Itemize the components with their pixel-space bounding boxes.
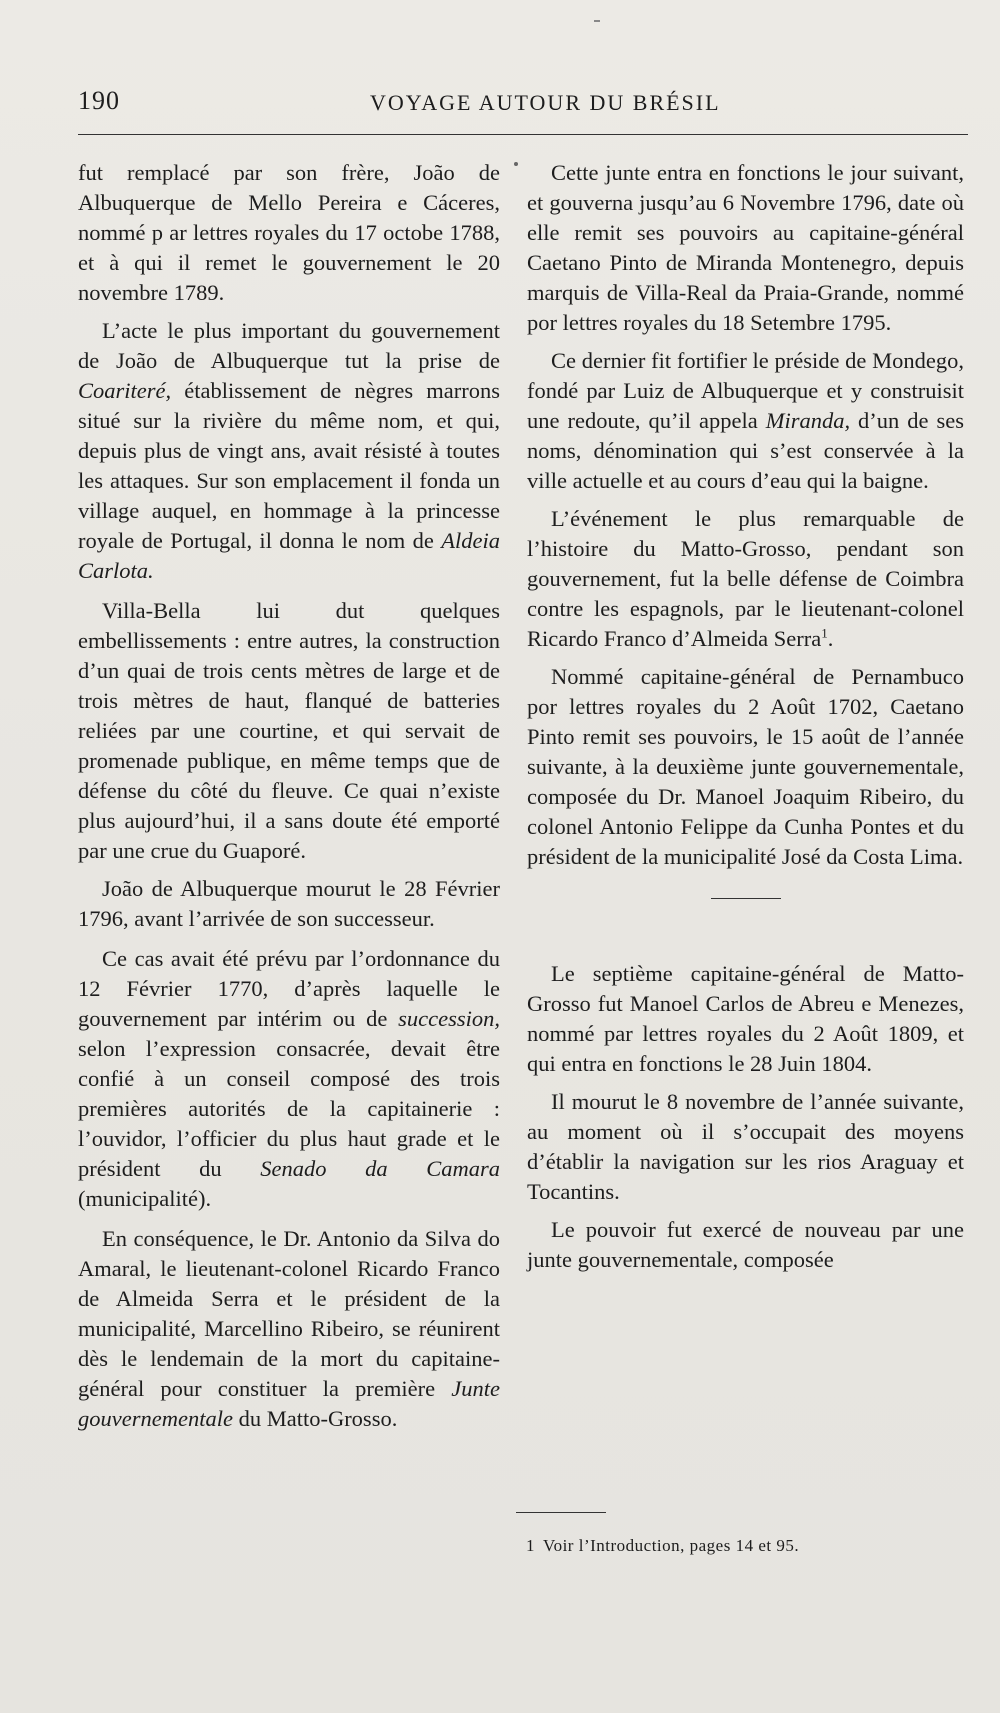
paragraph: fut remplacé par son frère, João de Albuquerque de Mello Pereira e Cáceres, nommé p ar lettres royales du 17 octobe 1788, et à qui il remet le gouvernement le 20 novembre 1789. — [78, 160, 500, 305]
paragraph — [78, 316, 500, 586]
header-rule — [78, 134, 968, 135]
text-run: établissement de nègres marrons situé sur la rivière du même nom, et qui, depuis plus de vingt ans, avait résisté à toutes les attaques. Sur son emplacement il fonda un village auquel, en hommage à la princesse royale de Portugal, il donna le nom de — [78, 378, 500, 553]
paragraph — [527, 346, 964, 496]
paragraph: Il mourut le 8 novembre de l’année suivante, au moment où il s’occupait des moyens d’établir la navigation sur les rios Araguay et Tocantins. — [527, 1089, 964, 1204]
italic-run: Senado da Camara — [260, 1156, 500, 1181]
text-run: En conséquence, le Dr. Antonio da Silva do Amaral, le lieutenant-colonel Ricardo Franco de Almeida Serra et le président de la municipalité, Marcellino Ribeiro, se réunirent dès le lendemain de la mort du capitaine-général pour constituer la première — [78, 1226, 500, 1401]
text-run: Ce dernier fit fortifier le préside de Mondego, fondé par Luiz de Albuquerque et y construisit une redoute, qu’il appela — [527, 348, 964, 433]
paragraph — [78, 944, 500, 1214]
text-run: selon l’expression consacrée, devait être confié à un conseil composé des trois premières autorités de la capitainerie : l’ouvidor, l’officier du plus haut grade et le président du — [78, 1036, 500, 1181]
footnote-ref: 1 — [821, 625, 828, 641]
ink-mark — [594, 20, 600, 22]
paragraph: Le pouvoir fut exercé de nouveau par une junte gouvernementale, composée — [527, 1217, 964, 1272]
text-run: (municipalité). — [78, 1186, 212, 1211]
italic-run: Coariteré, — [78, 378, 172, 403]
text-run: d’un de ses noms, dénomination qui s’est conservée à la ville actuelle et au cours d’eau qui la baigne. — [527, 408, 964, 493]
left-column — [78, 158, 500, 1442]
paragraph: Nommé capitaine-général de Pernambuco por lettres royales du 2 Août 1702, Caetano Pinto remit ses pouvoirs, le 15 août de l’année suivante, à la deuxième junte gouvernementale, composée du Dr. Manoel Joaquim Ribeiro, du colonel Antonio Felippe da Cunha Pontes et du président de la municipalité José da Costa Lima. — [527, 664, 964, 869]
text-run: Ce cas avait été prévu par l’ordonnance du 12 Février 1770, d’après laquelle le gouvernement par intérim ou de — [78, 946, 500, 1031]
text-run: du Matto-Grosso. — [232, 1406, 398, 1431]
italic-run: succession, — [398, 1006, 500, 1031]
italic-run: Miranda, — [765, 408, 851, 433]
text-run: L’événement le plus remarquable de l’histoire du Matto-Grosso, pendant son gouvernement, fut la belle défense de Coimbra contre les espagnols, par le lieutenant-colonel Ricardo Franco d’Almeida Serra — [527, 506, 964, 651]
footnote — [526, 1536, 799, 1556]
paragraph — [527, 504, 964, 654]
paragraph: Villa-Bella lui dut quelques embellissements : entre autres, la construction d’un quai de trois cents mètres de large et de trois mètres de haut, flanqué de batteries reliées par une courtine, et qui servait de promenade publique, en même temps que de défense du côté du fleuve. Ce quai n’existe plus aujourd’hui, il a sans doute été emporté par une crue du Guaporé. — [78, 598, 500, 863]
column-dot — [514, 162, 518, 166]
right-column — [527, 158, 964, 1283]
footnote-text: Voir l’Introduction, pages 14 et 95. — [543, 1536, 800, 1555]
page-header — [78, 86, 968, 126]
footnote-rule — [516, 1512, 606, 1513]
running-title: VOYAGE AUTOUR DU BRÉSIL — [370, 90, 721, 115]
text-run: . — [827, 626, 834, 651]
section-rule — [711, 898, 781, 899]
paragraph — [78, 1224, 500, 1434]
text-run: L’acte le plus important du gouvernement de João de Albuquerque tut la prise de — [78, 318, 500, 373]
italic-run: Aldeia Carlota. — [78, 528, 500, 583]
paragraph: Cette junte entra en fonctions le jour suivant, et gouverna jusqu’au 6 Novembre 1796, date où elle remit ses pouvoirs au capitaine-général Caetano Pinto de Miranda Montenegro, depuis marquis de Villa-Real da Praia-Grande, nommé por lettres royales du 18 Setembre 1795. — [527, 160, 964, 335]
page-number: 190 — [78, 86, 120, 115]
paragraph: Le septième capitaine-général de Matto-Grosso fut Manoel Carlos de Abreu e Menezes, nommé par lettres royales du 2 Août 1809, et qui entra en fonctions le 28 Juin 1804. — [527, 961, 964, 1076]
paragraph: João de Albuquerque mourut le 28 Février 1796, avant l’arrivée de son successeur. — [78, 876, 500, 931]
footnote-number: 1 — [526, 1536, 535, 1555]
italic-run: Junte gouvernementale — [78, 1376, 500, 1431]
